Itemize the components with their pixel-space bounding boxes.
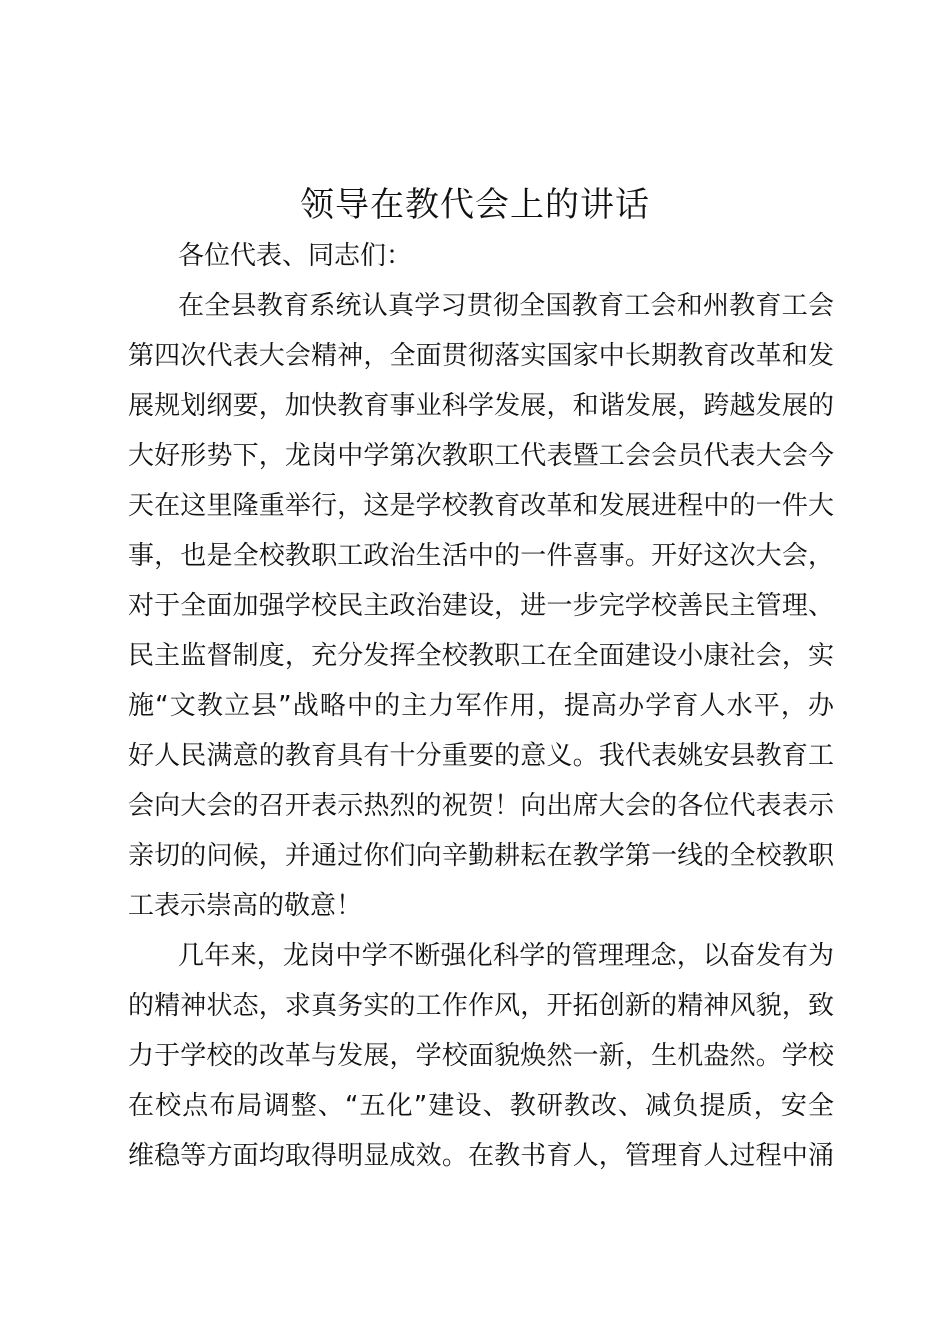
paragraph-line: 力于学校的改革与发展，学校面貌焕然一新，生机盎然。学校 <box>128 1041 834 1071</box>
paragraph-line: 维稳等方面均取得明显成效。在教书育人，管理育人过程中涌 <box>128 1141 834 1171</box>
paragraph-line: 在校点布局调整、“五化”建设、教研教改、减负提质，安全 <box>128 1091 834 1121</box>
paragraph-line: 好人民满意的教育具有十分重要的意义。我代表姚安县教育工 <box>128 741 834 771</box>
paragraph-line: 事，也是全校教职工政治生活中的一件喜事。开好这次大会， <box>128 541 834 571</box>
paragraph-line: 大好形势下，龙岗中学第次教职工代表暨工会会员代表大会今 <box>128 441 834 471</box>
document-title: 领导在教代会上的讲话 <box>300 185 650 225</box>
salutation: 各位代表、同志们： <box>178 241 413 271</box>
paragraph-line: 几年来，龙岗中学不断强化科学的管理理念，以奋发有为 <box>178 941 834 971</box>
paragraph-line: 亲切的问候，并通过你们向辛勤耕耘在教学第一线的全校教职 <box>128 841 834 871</box>
paragraph-line: 展规划纲要，加快教育事业科学发展，和谐发展，跨越发展的 <box>128 391 834 421</box>
paragraph-line: 民主监督制度，充分发挥全校教职工在全面建设小康社会，实 <box>128 641 834 671</box>
paragraph-line: 的精神状态，求真务实的工作作风，开拓创新的精神风貌，致 <box>128 991 834 1021</box>
paragraph-line: 第四次代表大会精神，全面贯彻落实国家中长期教育改革和发 <box>128 341 834 371</box>
paragraph-line: 对于全面加强学校民主政治建设，进一步完学校善民主管理、 <box>128 591 834 621</box>
paragraph-line: 在全县教育系统认真学习贯彻全国教育工会和州教育工会 <box>178 291 834 321</box>
paragraph-line: 会向大会的召开表示热烈的祝贺！向出席大会的各位代表表示 <box>128 791 834 821</box>
paragraph-line: 施“文教立县”战略中的主力军作用，提高办学育人水平，办 <box>128 691 834 721</box>
paragraph-line: 工表示崇高的敬意！ <box>128 891 363 921</box>
paragraph-line: 天在这里隆重举行，这是学校教育改革和发展进程中的一件大 <box>128 491 834 521</box>
